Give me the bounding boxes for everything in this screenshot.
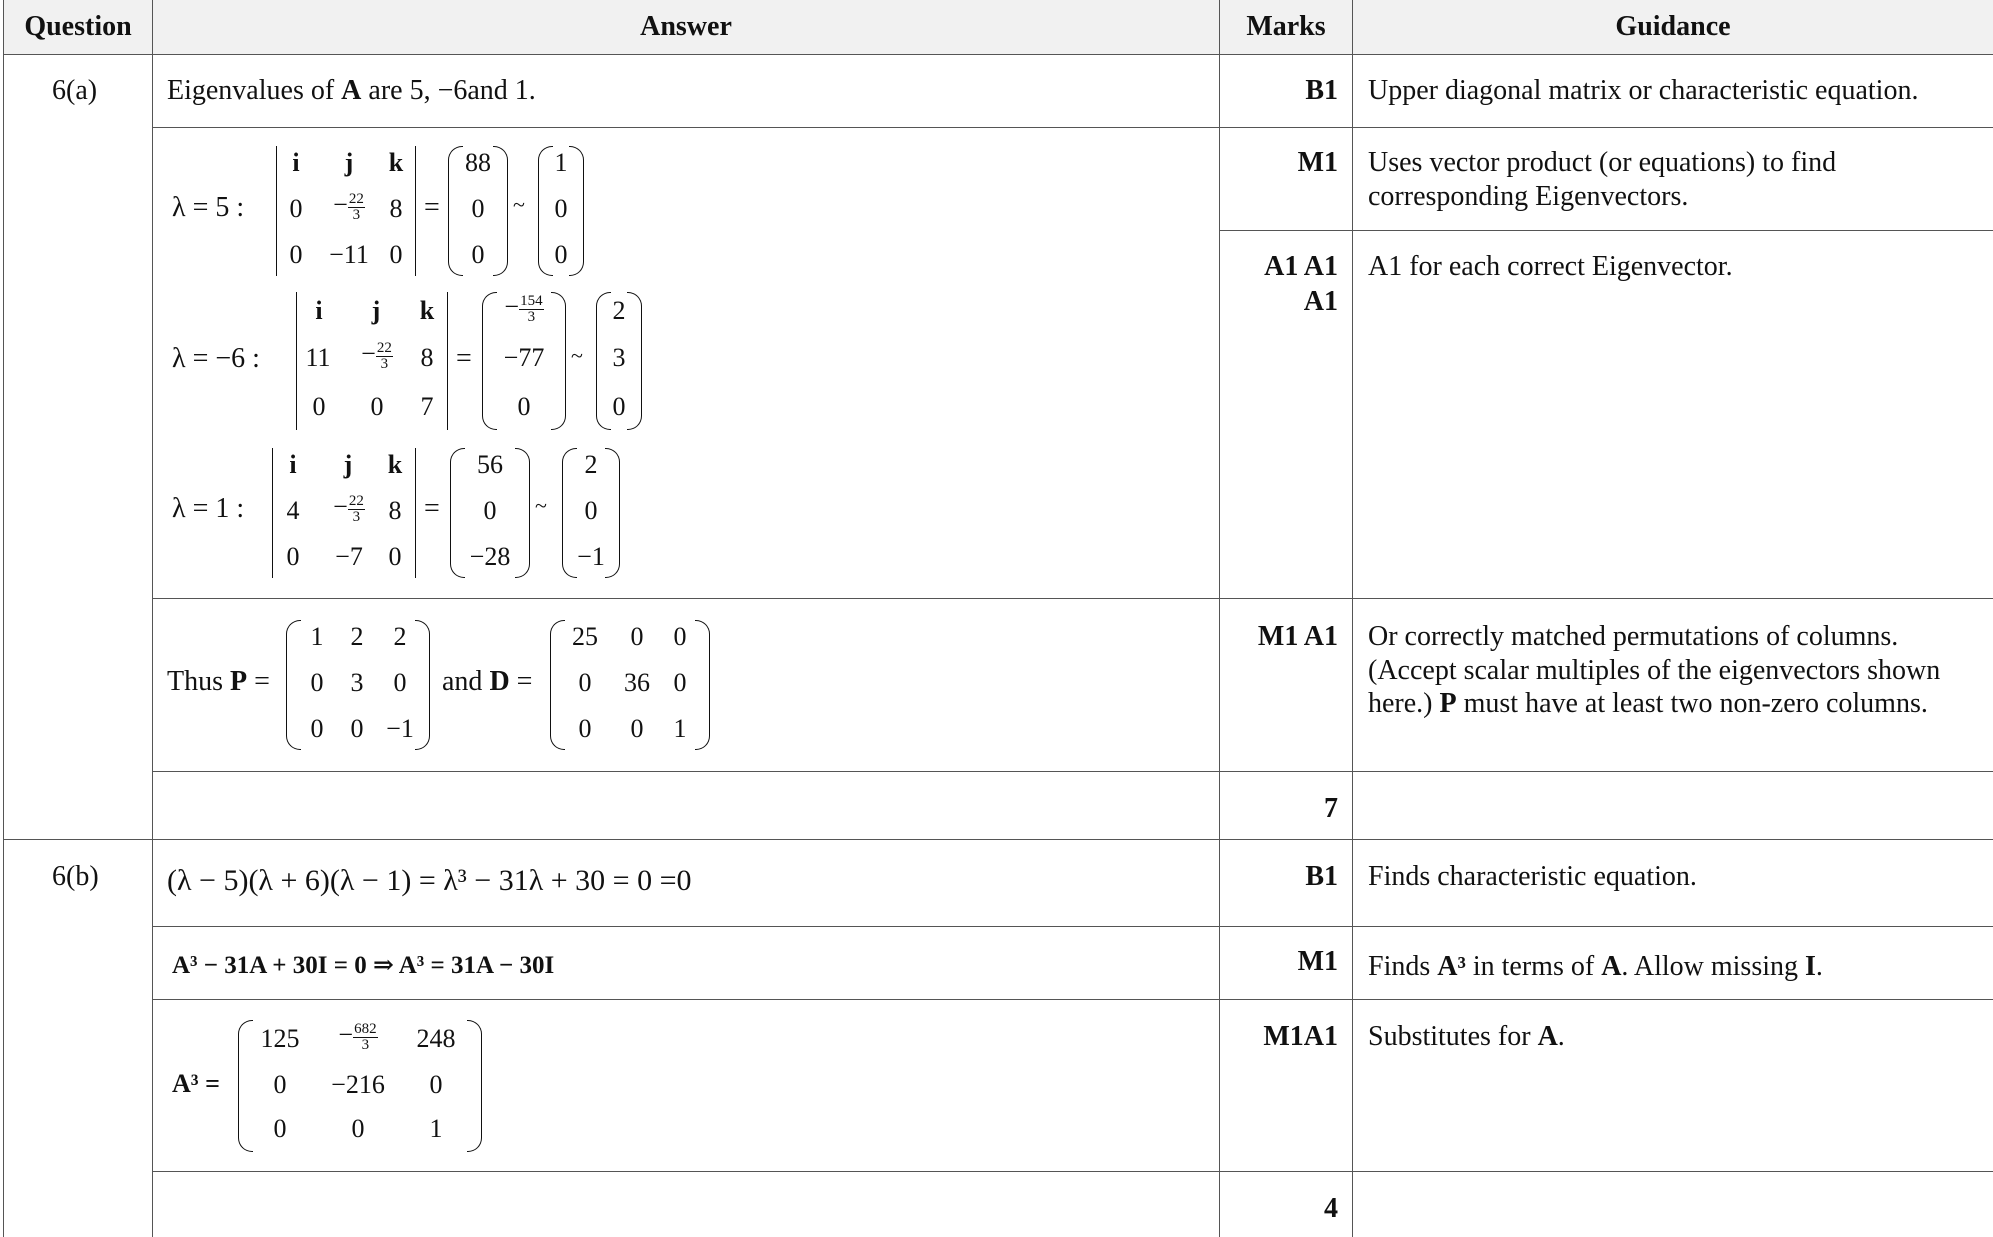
cross-product-lambda-neg6: [482, 292, 566, 430]
column-divider: [152, 0, 153, 1237]
guidance-text: Finds A³ in terms of A. Allow missing I.: [1368, 951, 1823, 982]
cross-product-lambda-1: [450, 448, 530, 578]
matrix-cell: 0: [351, 1114, 365, 1143]
column-divider: [1219, 0, 1220, 1237]
guidance-text: Finds characteristic equation.: [1368, 861, 1697, 892]
det-cell: i: [292, 148, 300, 177]
marks-b1: B1: [1305, 75, 1338, 106]
matrix-cell: 25: [572, 622, 598, 651]
matrix-cell: 0: [310, 714, 324, 743]
proportional-sign: ~: [513, 192, 525, 217]
vector-cell: 0: [471, 194, 485, 223]
determinant-lambda-5: [274, 146, 418, 276]
a-cubed-label: A³ =: [172, 1069, 220, 1098]
row-divider: [152, 999, 1993, 1000]
marks-m1: M1: [1297, 147, 1338, 178]
row-divider: [152, 598, 1993, 599]
det-cell: 8: [388, 496, 402, 525]
matrix-cell: −1: [386, 714, 414, 743]
det-cell-fraction: − $\frac{22}{3}$: [361, 339, 392, 372]
guidance-text: Upper diagonal matrix or characteristic equation.: [1368, 75, 1919, 106]
vector-cell: 0: [517, 392, 531, 421]
det-cell: k: [387, 450, 403, 479]
matrix-cell: 0: [350, 714, 364, 743]
matrix-cell: 0: [673, 622, 687, 651]
det-cell: i: [289, 450, 297, 479]
header-guidance: Guidance: [1353, 0, 1993, 54]
vector-cell: 2: [612, 296, 626, 325]
question-divider: [3, 839, 1993, 840]
matrix-cell: −216: [331, 1070, 385, 1099]
header-divider: [3, 54, 1993, 55]
row-divider: [152, 926, 1993, 927]
det-cell: j: [371, 296, 381, 325]
det-cell: −11: [329, 240, 369, 269]
matrix-cell: 0: [578, 668, 592, 697]
header-marks: Marks: [1220, 0, 1352, 54]
det-cell: 0: [289, 194, 303, 223]
vector-cell: 3: [612, 343, 626, 372]
guidance-text: Substitutes for A.: [1368, 1021, 1565, 1052]
det-cell: 8: [389, 194, 403, 223]
matrix-cell: 0: [429, 1070, 443, 1099]
marks-total-6b: 4: [1324, 1193, 1338, 1224]
matrix-cell: 1: [310, 622, 324, 651]
matrix-cell: 0: [630, 622, 644, 651]
equals-sign: =: [424, 493, 440, 524]
determinant-lambda-neg6: [294, 292, 450, 430]
det-cell-fraction: − $\frac{22}{3}$: [333, 190, 364, 223]
matrix-cell: 0: [273, 1114, 287, 1143]
matrix-cell: 2: [393, 622, 407, 651]
cross-product-lambda-5: [448, 146, 508, 276]
lambda-5-label: λ = 5 :: [172, 192, 245, 223]
det-cell: 0: [286, 542, 300, 571]
marks-a1: A1: [1303, 286, 1338, 317]
matrix-cell: 0: [273, 1070, 287, 1099]
matrix-cell: 0: [310, 668, 324, 697]
det-cell: j: [343, 450, 353, 479]
proportional-sign: ~: [535, 493, 547, 518]
eigenvector-lambda-1: [562, 448, 620, 578]
eigenvector-lambda-neg6: [596, 292, 642, 430]
matrix-d: [550, 620, 710, 750]
det-cell: j: [344, 148, 354, 177]
det-cell-fraction: − $\frac{22}{3}$: [333, 492, 364, 525]
question-label-6a: 6(a): [52, 75, 98, 106]
vector-cell-fraction: − $\frac{154}{3}$: [504, 292, 543, 325]
cayley-hamilton-statement: A³ − 31A + 30I = 0 ⇒ A³ = 31A − 30I: [172, 952, 555, 979]
matrix-cell: 248: [416, 1024, 456, 1053]
header-question: Question: [4, 0, 152, 54]
marks-b1: B1: [1305, 861, 1338, 892]
det-cell: 0: [312, 392, 326, 421]
thus-statement: Thus P =: [167, 666, 270, 697]
vector-cell: 0: [554, 194, 568, 223]
det-cell: k: [419, 296, 435, 325]
matrix-cell: 0: [578, 714, 592, 743]
row-divider: [1220, 230, 1993, 231]
row-divider: [152, 1171, 1993, 1172]
matrix-cell: 36: [624, 668, 650, 697]
matrix-cell: 0: [673, 668, 687, 697]
guidance-text: Uses vector product (or equations) to find corresponding Eigenvectors.: [1368, 147, 1837, 212]
marks-m1-a1: M1 A1: [1257, 621, 1338, 652]
equals-sign: =: [456, 343, 472, 374]
matrix-cell: 1: [673, 714, 687, 743]
vector-cell: 56: [477, 450, 503, 479]
marks-a1-a1: A1 A1: [1264, 251, 1338, 282]
row-divider: [152, 127, 1993, 128]
vector-cell: −77: [503, 343, 545, 372]
vector-cell: 0: [554, 240, 568, 269]
det-cell: 11: [305, 343, 331, 372]
det-cell: 8: [420, 343, 434, 372]
guidance-text: A1 for each correct Eigenvector.: [1368, 251, 1733, 282]
matrix-cell: 0: [630, 714, 644, 743]
row-divider: [152, 771, 1993, 772]
det-cell: 0: [289, 240, 303, 269]
det-cell: 4: [286, 496, 300, 525]
vector-cell: 88: [465, 148, 491, 177]
vector-cell: 1: [554, 148, 568, 177]
matrix-cell-fraction: − $\frac{682}{3}$: [338, 1020, 377, 1053]
determinant-lambda-1: [270, 448, 418, 578]
vector-cell: 0: [612, 392, 626, 421]
matrix-p: [286, 620, 430, 750]
det-cell: i: [315, 296, 323, 325]
vector-cell: −28: [469, 542, 511, 571]
lambda-1-label: λ = 1 :: [172, 493, 245, 524]
matrix-cell: 2: [350, 622, 364, 651]
vector-cell: 0: [584, 496, 598, 525]
matrix-cell: 1: [429, 1114, 443, 1143]
eigenvalues-statement: Eigenvalues of A are 5, −6and 1.: [167, 75, 536, 106]
marks-m1: M1: [1297, 946, 1338, 977]
header-answer: Answer: [153, 0, 1219, 54]
characteristic-equation: (λ − 5)(λ + 6)(λ − 1) = λ³ − 31λ + 30 = 0 =0: [167, 864, 692, 897]
matrix-cell: 3: [350, 668, 364, 697]
det-cell: k: [388, 148, 404, 177]
matrix-cell: 125: [260, 1024, 300, 1053]
vector-cell: 0: [471, 240, 485, 269]
marks-m1a1: M1A1: [1263, 1021, 1338, 1052]
guidance-text: Or correctly matched permutations of columns. (Accept scalar multiples of the eigenvectors shown here.) P must have at least two non-zero columns.: [1368, 621, 1941, 720]
det-cell: −7: [335, 542, 363, 571]
det-cell: 0: [370, 392, 384, 421]
lambda-neg6-label: λ = −6 :: [172, 343, 260, 374]
matrix-cell: 0: [393, 668, 407, 697]
question-label-6b: 6(b): [52, 861, 99, 892]
matrix-a-cubed: [238, 1020, 482, 1152]
det-cell: 0: [389, 240, 403, 269]
vector-cell: 2: [584, 450, 598, 479]
and-word: and D =: [442, 666, 533, 697]
vector-cell: −1: [577, 542, 605, 571]
vector-cell: 0: [483, 496, 497, 525]
column-divider: [1352, 0, 1353, 1237]
proportional-sign: ~: [571, 343, 583, 368]
marks-total-6a: 7: [1324, 793, 1338, 824]
equals-sign: =: [424, 192, 440, 223]
det-cell: 7: [420, 392, 434, 421]
table-border-left: [3, 0, 4, 1237]
det-cell: 0: [388, 542, 402, 571]
eigenvector-lambda-5: [538, 146, 584, 276]
